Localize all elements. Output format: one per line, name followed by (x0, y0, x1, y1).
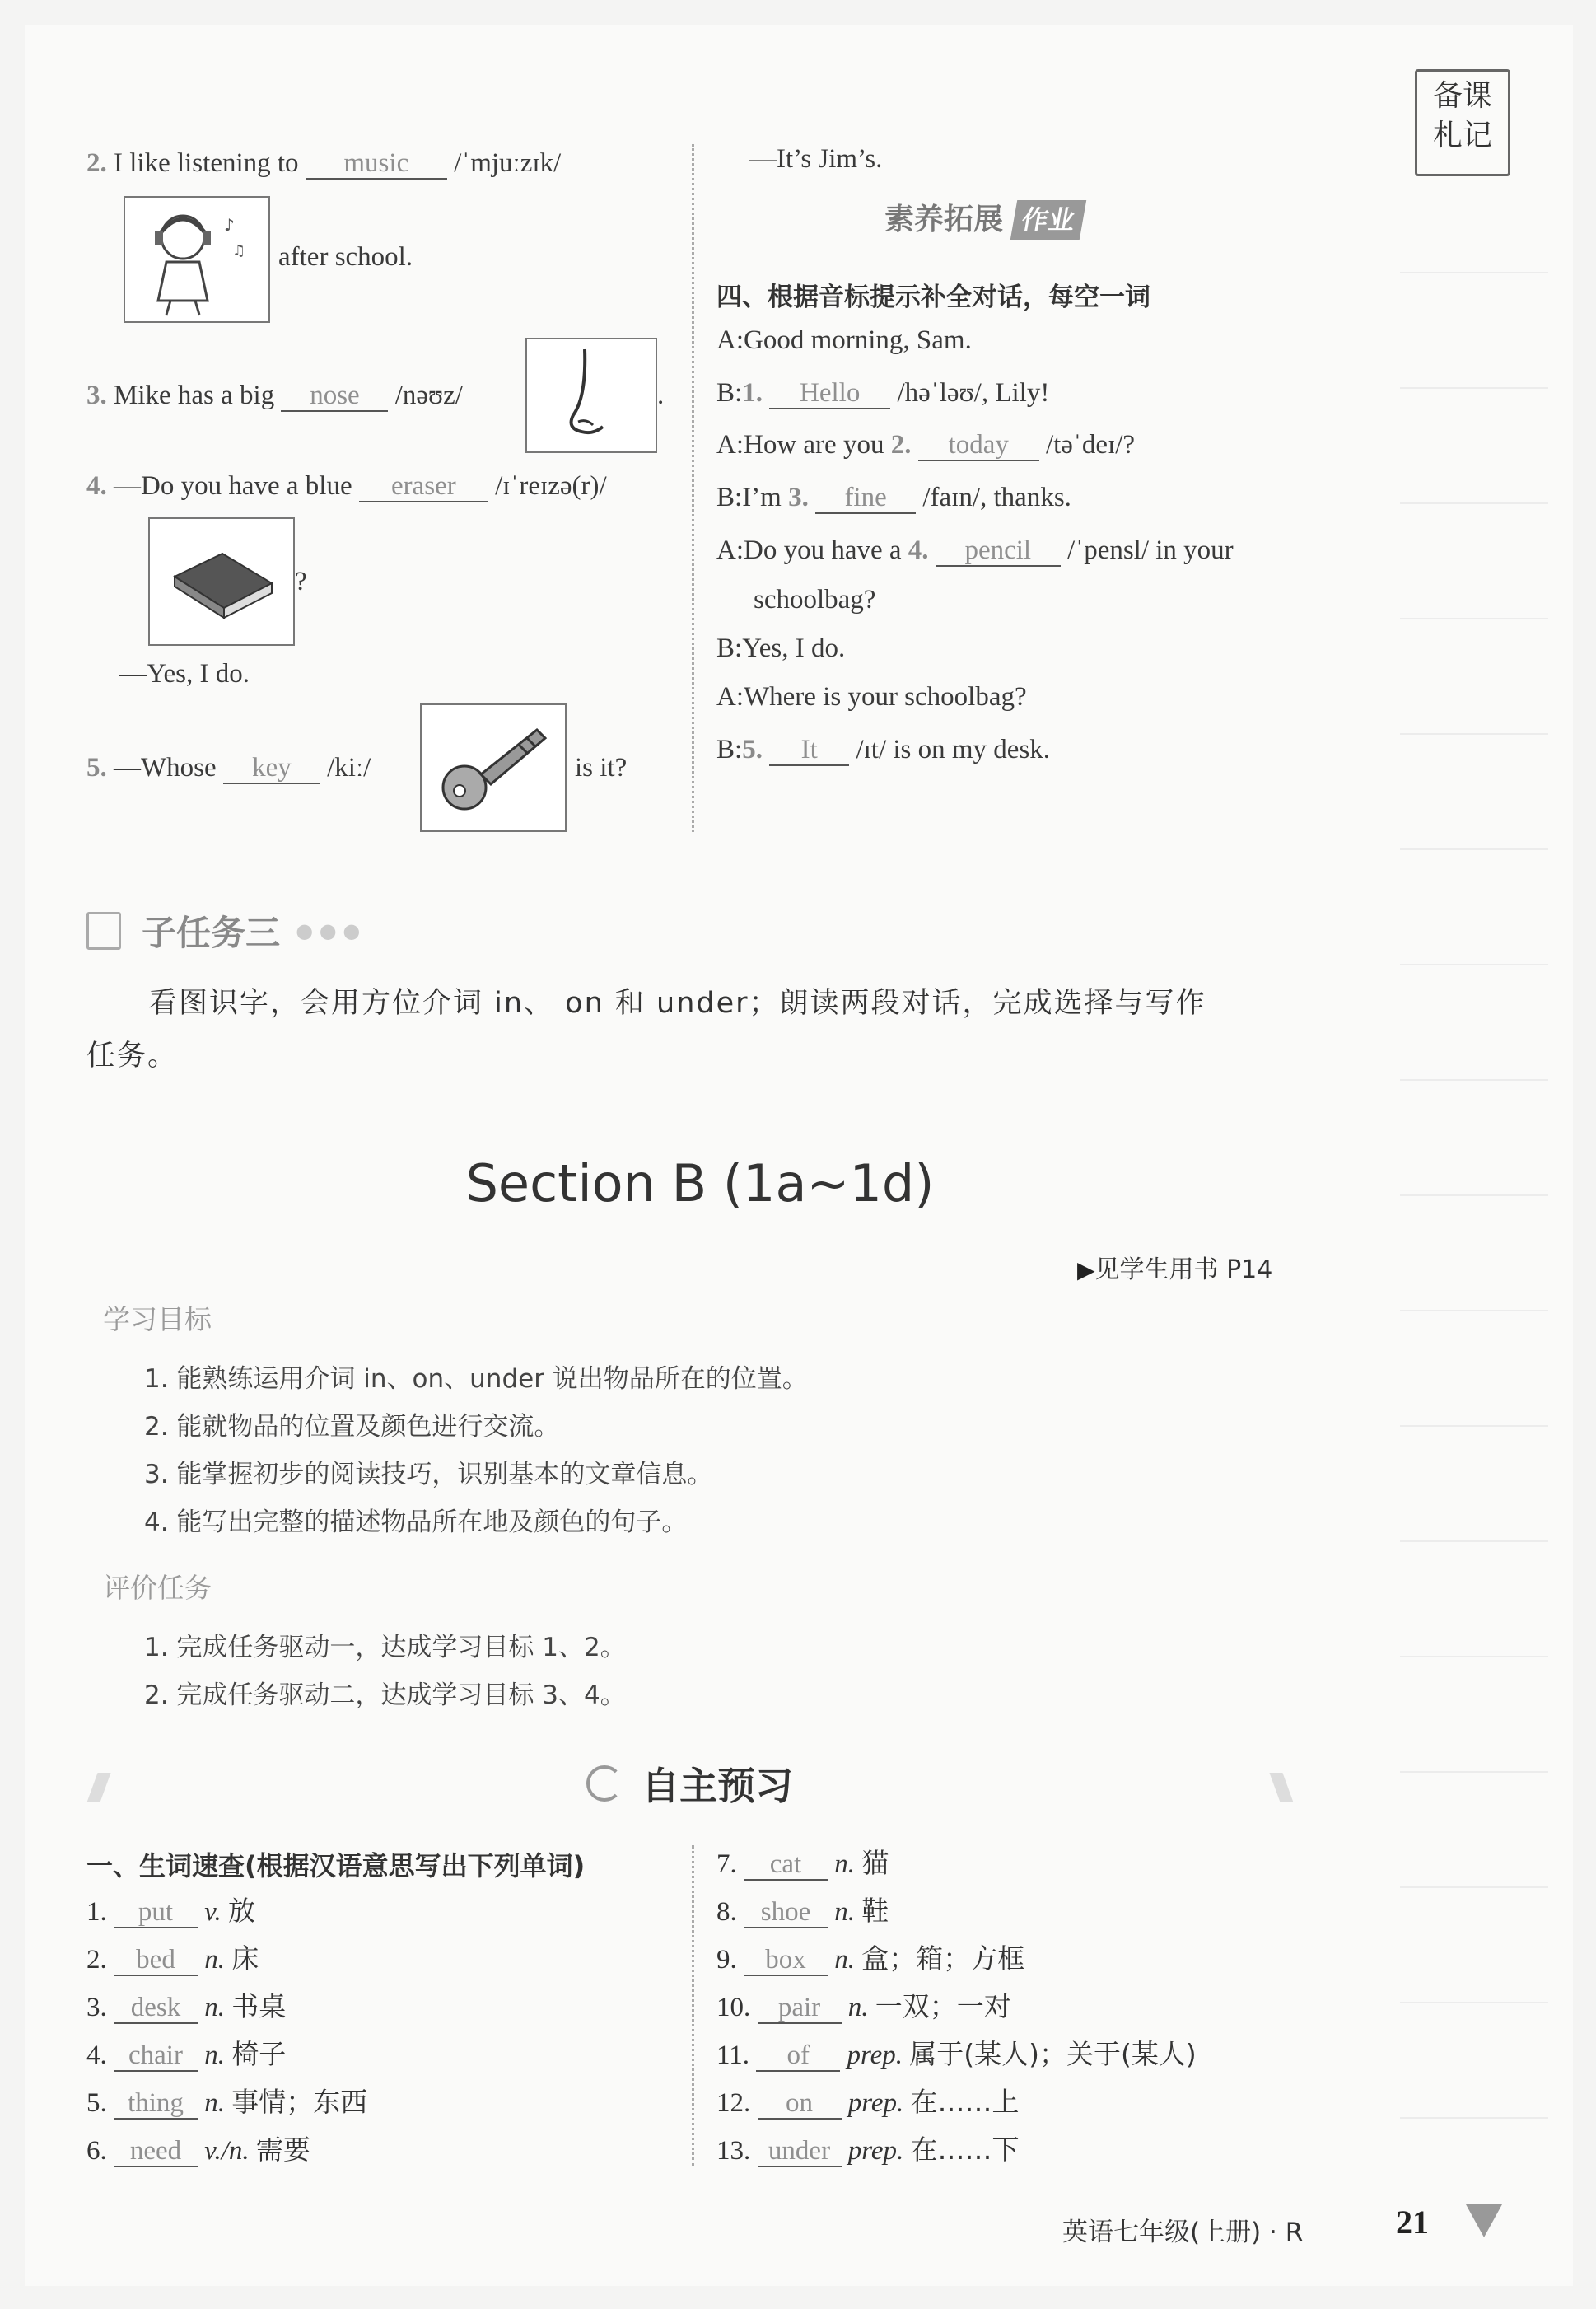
answer-blank: thing (114, 2088, 198, 2120)
line-text: Where is your schoolbag? (744, 682, 1027, 712)
phonetic: /ˈmjuːzɪk/ (454, 148, 562, 178)
vocab-item (86, 2134, 310, 2167)
vocab-item (86, 1942, 259, 1976)
meaning: 盒；箱；方框 (861, 1942, 1025, 1975)
item-number: 1. (86, 1897, 107, 1927)
part-of-speech: prep. (847, 2040, 903, 2070)
line-text: , thanks. (980, 483, 1071, 512)
dialogue-line-5-cont: schoolbag? (754, 585, 876, 615)
phonetic: /kiː/ (327, 753, 371, 783)
answer-blank: nose (281, 381, 388, 412)
answer-blank: desk (114, 1993, 198, 2024)
vocab-item (716, 1847, 889, 1881)
evaluation-task: 1. 完成任务驱动一，达成学习目标 1、2。 (144, 1633, 626, 1662)
question-2-end: after school. (278, 242, 413, 272)
answer-blank: shoe (744, 1897, 828, 1928)
item-number: 12. (716, 2088, 751, 2118)
part-of-speech: n. (834, 1897, 855, 1927)
column-divider-bottom (692, 1845, 694, 2166)
line-text: Good morning, Sam. (744, 325, 972, 355)
subtask-header (86, 906, 360, 956)
lesson-notes-stamp: 备课 札记 (1415, 69, 1510, 176)
item-number: 6. (86, 2136, 107, 2166)
blank-number: 4. (908, 535, 929, 565)
question-text: —Do you have a blue (114, 471, 352, 501)
answer-blank: today (918, 430, 1039, 461)
meaning: 椅子 (231, 2038, 287, 2070)
evaluation-heading: 评价任务 (103, 1572, 212, 1604)
meaning: 书桌 (231, 1990, 287, 2022)
line-text: Yes, I do. (742, 633, 846, 663)
phonetic: /ɪˈreɪzə(r)/ (495, 471, 607, 501)
blank-number: 2. (890, 430, 912, 460)
item-number: 9. (716, 1945, 737, 1975)
learning-goals-heading: 学习目标 (103, 1303, 212, 1335)
vocab-item (716, 2134, 1020, 2167)
dialogue-line-5 (716, 534, 1234, 567)
eraser-picture (148, 517, 295, 646)
phonetic: /nəʊz/ (394, 381, 463, 410)
question-4-reply: —Yes, I do. (119, 659, 250, 689)
dialogue-line-8 (716, 733, 1050, 766)
part-of-speech: v. (204, 1897, 222, 1927)
literacy-banner (880, 198, 1083, 242)
swirl-icon (586, 1765, 623, 1802)
answer-blank: pair (758, 1993, 842, 2024)
part-of-speech: n. (204, 1945, 225, 1975)
part-of-speech: n. (204, 1993, 225, 2022)
part-of-speech: n. (834, 1945, 855, 1975)
meaning: 需要 (255, 2134, 310, 2166)
speaker: B: (716, 378, 743, 408)
question-text: Mike has a big (114, 381, 275, 410)
speaker: B: (716, 735, 743, 764)
meaning: 一双；一对 (875, 1990, 1011, 2022)
meaning: 放 (227, 1895, 255, 1927)
answer-blank: key (223, 753, 320, 784)
answer-blank: music (306, 148, 447, 180)
answer-blank: eraser (359, 471, 488, 502)
line-text: is on my desk. (893, 735, 1051, 764)
subtask-body-line-1: 看图识字，会用方位介词 in、 on 和 under；朗读两段对话，完成选择与写作 (148, 987, 1206, 1020)
dialogue-line-2 (716, 376, 1049, 409)
meaning: 事情；东西 (231, 2086, 368, 2118)
vocab-item (716, 1990, 1011, 2024)
part-of-speech: n. (204, 2040, 225, 2070)
question-3 (86, 379, 463, 412)
question-number: 4. (86, 471, 107, 501)
subtask-body-line-2: 任务。 (86, 1040, 179, 1073)
question-number: 3. (86, 381, 107, 410)
nose-picture (525, 338, 657, 453)
dialogue-heading: 四、根据音标提示补全对话，每空一词 (716, 283, 1150, 312)
speaker: A: (716, 535, 744, 565)
learning-goal: 1. 能熟练运用介词 in、on、under 说出物品所在的位置。 (144, 1364, 808, 1394)
line-text: , Lily! (981, 378, 1050, 408)
answer-line: —It’s Jim’s. (749, 144, 883, 174)
play-arrow-icon: ▶ (1077, 1256, 1095, 1283)
answer-blank: cat (744, 1849, 828, 1881)
evaluation-task: 2. 完成任务驱动二，达成学习目标 3、4。 (144, 1680, 626, 1710)
vocab-item (716, 1895, 889, 1928)
answer-blank: It (769, 735, 849, 766)
item-number: 5. (86, 2088, 107, 2118)
book-icon (86, 912, 121, 950)
line-text: ? (1122, 430, 1136, 460)
answer-blank: put (114, 1897, 198, 1928)
part-of-speech: v./n. (204, 2136, 250, 2166)
dialogue-line-3 (716, 428, 1135, 461)
column-divider-top (692, 144, 694, 832)
preview-banner (586, 1756, 793, 1811)
student-book-ref (1077, 1249, 1272, 1285)
answer-blank: Hello (769, 378, 890, 409)
blank-number: 1. (742, 378, 763, 408)
speaker: A: (716, 682, 744, 712)
speaker: A: (716, 325, 744, 355)
svg-text:♫: ♫ (232, 242, 246, 259)
vocab-item (86, 1990, 286, 2024)
item-number: 4. (86, 2040, 107, 2070)
question-2 (86, 147, 561, 180)
dialogue-line-6 (716, 632, 845, 665)
meaning: 在……下 (910, 2134, 1020, 2166)
answer-blank: fine (815, 483, 916, 514)
phonetic: /faɪn/ (922, 483, 980, 512)
line-text: in your (1155, 535, 1234, 565)
page-number: 21 (1396, 2204, 1429, 2241)
meaning: 床 (231, 1942, 259, 1975)
ref-note: 见学生用书 P14 (1094, 1255, 1273, 1284)
subtask-title: 子任务三 (142, 913, 281, 953)
vocab-item (716, 2086, 1020, 2120)
part-of-speech: n. (204, 2088, 225, 2118)
learning-goal: 3. 能掌握初步的阅读技巧，识别基本的文章信息。 (144, 1460, 713, 1489)
part-of-speech: prep. (847, 2088, 904, 2118)
speaker: B: (716, 633, 743, 663)
item-number: 11. (716, 2040, 750, 2070)
answer-blank: bed (114, 1945, 198, 1976)
vocab-item (86, 2038, 286, 2072)
part-of-speech: n. (834, 1849, 855, 1879)
meaning: 鞋 (861, 1895, 889, 1927)
svg-text:♪: ♪ (224, 215, 235, 235)
answer-blank: on (758, 2088, 842, 2120)
answer-blank: pencil (936, 535, 1061, 567)
question-3-end: . (657, 381, 665, 410)
vocab-item (86, 1895, 255, 1928)
preview-title: 自主预习 (642, 1764, 794, 1808)
phonetic: /təˈdeɪ/ (1045, 430, 1123, 460)
phonetic: /ˈpensl/ (1067, 535, 1150, 565)
key-picture (420, 703, 567, 832)
question-5 (86, 751, 371, 784)
speaker: A: (716, 430, 744, 460)
question-5-end: is it? (575, 753, 628, 783)
girl-headphones-picture (124, 196, 270, 323)
answer-blank: need (114, 2136, 198, 2167)
vocab-heading: 一、生词速查(根据汉语意思写出下列单词) (86, 1850, 586, 1881)
vocab-item (716, 1942, 1024, 1976)
item-number: 3. (86, 1993, 107, 2022)
line-text: Do you have a (744, 535, 902, 565)
footer-book-title: 英语七年级(上册) · R (1062, 2218, 1304, 2247)
part-of-speech: prep. (847, 2136, 904, 2166)
learning-goal: 2. 能就物品的位置及颜色进行交流。 (144, 1412, 560, 1442)
dots-icon: ● ● ● (296, 919, 361, 942)
speaker: B: (716, 483, 743, 512)
blank-number: 3. (788, 483, 809, 512)
corner-arrow-icon (1466, 2204, 1502, 2237)
blank-number: 5. (742, 735, 763, 764)
question-text: I like listening to (114, 148, 299, 178)
phonetic: /həˈləʊ/ (897, 378, 982, 408)
question-4-end: ? (295, 567, 307, 596)
phonetic: /ɪt/ (856, 735, 887, 764)
vocab-item (86, 2086, 367, 2120)
dialogue-line-7 (716, 680, 1027, 713)
banner-tag: 作业 (1010, 200, 1086, 240)
learning-goal: 4. 能写出完整的描述物品所在地及颜色的句子。 (144, 1507, 688, 1537)
question-number: 5. (86, 753, 107, 783)
vocab-item (716, 2038, 1197, 2072)
item-number: 7. (716, 1849, 737, 1879)
item-number: 8. (716, 1897, 737, 1927)
meaning: 属于(某人)；关于(某人) (909, 2038, 1197, 2070)
question-text: —Whose (114, 753, 217, 783)
banner-main: 素养拓展 (884, 203, 1004, 236)
meaning: 猫 (861, 1847, 889, 1879)
item-number: 10. (716, 1993, 751, 2022)
part-of-speech: n. (847, 1993, 869, 2022)
item-number: 13. (716, 2136, 751, 2166)
answer-blank: under (758, 2136, 842, 2167)
question-number: 2. (86, 148, 107, 178)
answer-blank: of (756, 2040, 840, 2072)
section-title: Section B (1a~1d) (465, 1153, 935, 1213)
question-4 (86, 470, 607, 502)
dialogue-line-4 (716, 481, 1071, 514)
meaning: 在……上 (910, 2086, 1020, 2118)
item-number: 2. (86, 1945, 107, 1975)
dialogue-line-1 (716, 324, 972, 357)
answer-blank: box (744, 1945, 828, 1976)
line-text: How are you (744, 430, 884, 460)
line-text: I’m (742, 483, 782, 512)
answer-blank: chair (114, 2040, 198, 2072)
